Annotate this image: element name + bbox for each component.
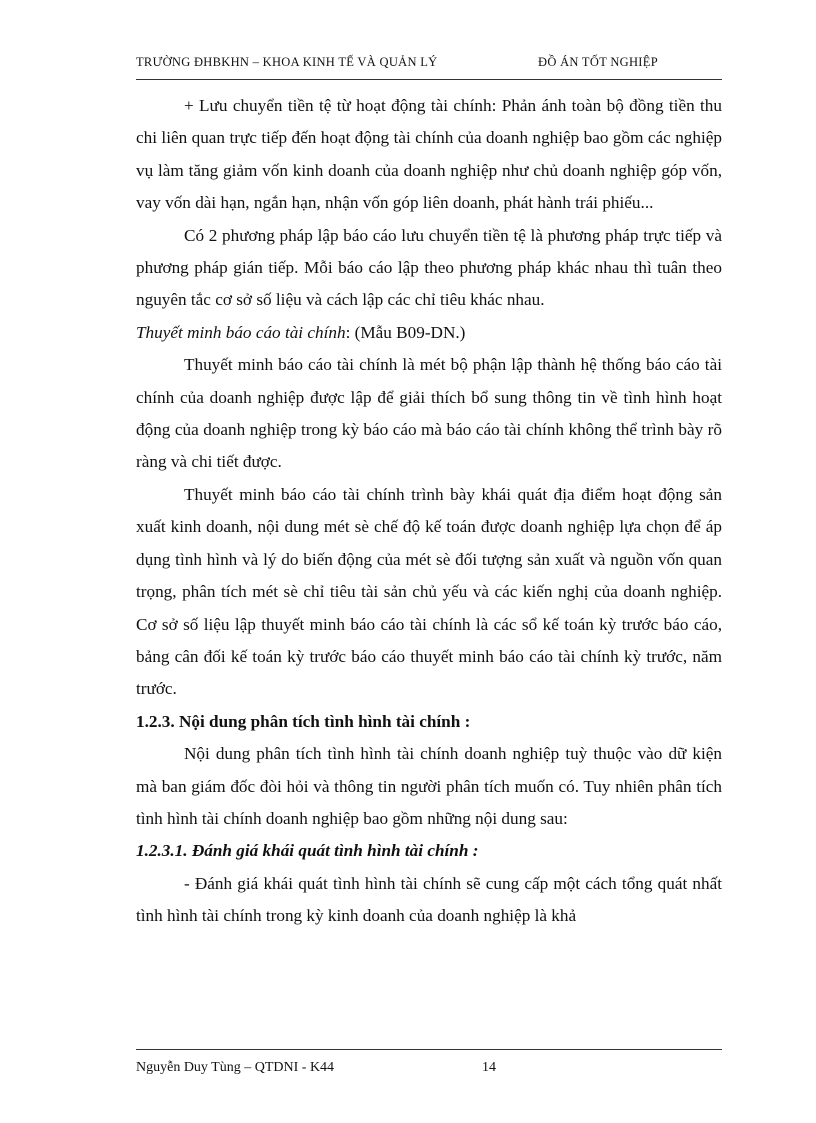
notes-form-code: : (Mẫu B09-DN.)	[345, 322, 466, 342]
paragraph-notes-form	[136, 317, 722, 349]
page-header	[136, 55, 722, 75]
header-school: TRƯỜNG ĐHBKHN – KHOA KINH TẾ VÀ QUẢN LÝ	[136, 55, 438, 69]
paragraph-financing-cashflow: + Lưu chuyển tiền tệ từ hoạt động tài chính: Phản ánh toàn bộ đồng tiền thu chi liên quan trực tiếp đến hoạt động tài chính của doanh nghiệp bao gồm các nghiệp vụ làm tăng giảm vốn kinh doanh của doanh nghiệp như chủ doanh nghiệp góp vốn, vay vốn dài hạn, ngắn hạn, nhận vốn góp liên doanh, phát hành trái phiếu...	[136, 96, 722, 213]
header-divider	[136, 79, 722, 80]
footer-divider	[136, 1049, 722, 1050]
page-number: 14	[482, 1060, 496, 1075]
footer-author: Nguyễn Duy Tùng – QTDNI - K44	[136, 1060, 335, 1075]
paragraph-notes-definition: Thuyết minh báo cáo tài chính là mét bộ phận lập thành hệ thống báo cáo tài chính của doanh nghiệp được lập để giải thích bổ sung thông tin về tình hình hoạt động của doanh nghiệp trong kỳ báo cáo mà báo cáo tài chính không thể trình bày rõ ràng và chi tiết được.	[136, 355, 722, 472]
page-footer	[136, 1060, 722, 1076]
section-heading: 1.2.3. Nội dung phân tích tình hình tài chính :	[136, 711, 471, 731]
header-doc-type: ĐỒ ÁN TỐT NGHIỆP	[538, 55, 658, 69]
paragraph-cashflow-methods: Có 2 phương pháp lập báo cáo lưu chuyển tiền tệ là phương pháp trực tiếp và phương pháp gián tiếp. Mỗi báo cáo lập theo phương pháp khác nhau thì tuân theo nguyên tắc cơ sở số liệu và cách lập các chỉ tiêu khác nhau.	[136, 225, 722, 310]
paragraph-overview: - Đánh giá khái quát tình hình tài chính sẽ cung cấp một cách tổng quát nhất tình hình tài chính trong kỳ kinh doanh của doanh nghiệp là khả	[136, 873, 722, 926]
paragraph-notes-content: Thuyết minh báo cáo tài chính trình bày khái quát địa điểm hoạt động sản xuất kinh doanh, nội dung mét sè chế độ kế toán được doanh nghiệp lựa chọn để áp dụng tình hình và lý do biến động của mét sè đối tượng sản xuất và nguồn vốn quan trọng, phân tích mét sè chỉ tiêu tài sản chủ yếu và các kiến nghị của doanh nghiệp. Cơ sở số liệu lập thuyết minh báo cáo tài chính là các sổ kế toán kỳ trước báo cáo, bảng cân đối kế toán kỳ trước báo cáo thuyết minh báo cáo tài chính kỳ trước, năm trước.	[136, 484, 722, 699]
notes-title: Thuyết minh báo cáo tài chính	[136, 322, 346, 342]
paragraph-analysis-content: Nội dung phân tích tình hình tài chính doanh nghiệp tuỳ thuộc vào dữ kiện mà ban giám đốc đòi hỏi và thông tin người phân tích muốn có. Tuy nhiên phân tích tình hình tài chính doanh nghiệp bao gồm những nội dung sau:	[136, 744, 722, 828]
subsection-heading: 1.2.3.1. Đánh giá khái quát tình hình tài chính :	[136, 841, 479, 861]
document-body	[136, 90, 722, 933]
